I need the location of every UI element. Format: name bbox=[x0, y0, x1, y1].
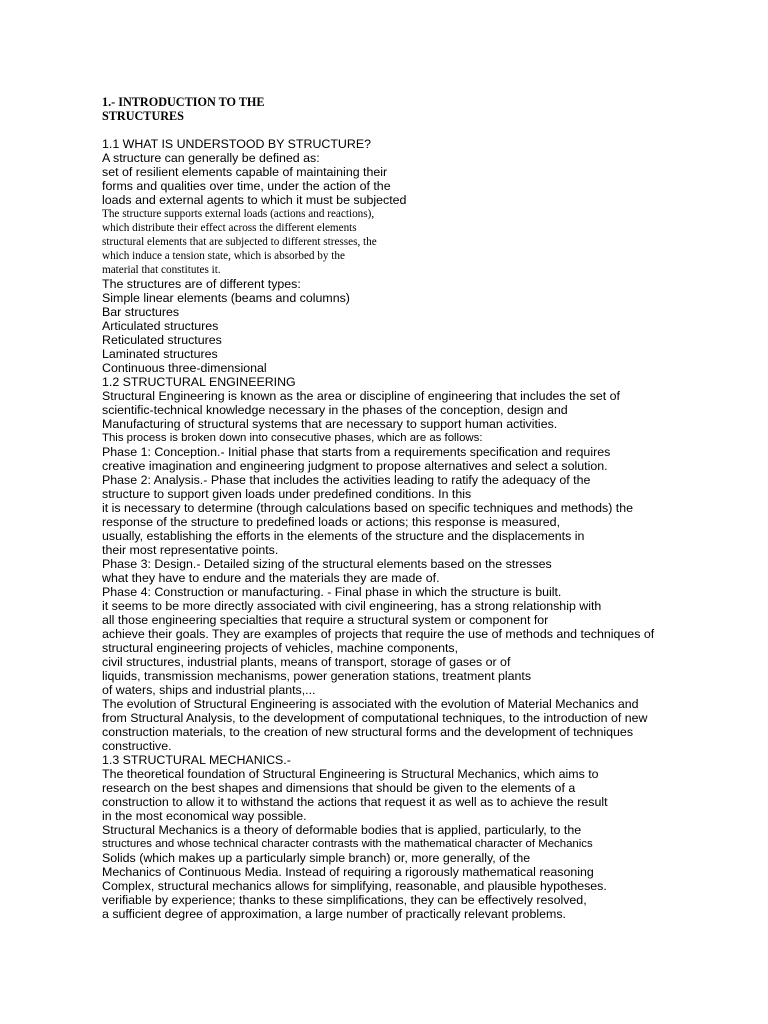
text-line: construction to allow it to withstand the actions that request it as well as to achieve the result bbox=[102, 795, 608, 809]
text-line: Phase 4: Construction or manufacturing. - Final phase in which the structure is built. bbox=[102, 585, 562, 599]
text-line: scientific-technical knowledge necessary in the phases of the conception, design and bbox=[102, 403, 568, 417]
text-line: structural engineering projects of vehicles, machine components, bbox=[102, 641, 459, 655]
section-heading-1-1: 1.1 WHAT IS UNDERSTOOD BY STRUCTURE? bbox=[102, 137, 371, 151]
text-line: achieve their goals. They are examples of projects that require the use of methods and techniques of bbox=[102, 627, 655, 641]
section-heading-1-2: 1.2 STRUCTURAL ENGINEERING bbox=[102, 375, 296, 389]
text-line: all those engineering specialties that require a structural system or component for bbox=[102, 613, 549, 627]
text-line: which distribute their effect across the different elements bbox=[102, 222, 357, 234]
text-line: liquids, transmission mechanisms, power generation stations, treatment plants bbox=[102, 669, 532, 683]
list-item: Laminated structures bbox=[102, 347, 218, 361]
text-line: The structures are of different types: bbox=[102, 277, 301, 291]
text-line: verifiable by experience; thanks to these simplifications, they can be effectively resolved, bbox=[102, 893, 587, 907]
text-line: construction materials, to the creation of new structural forms and the development of techniques bbox=[102, 725, 634, 739]
text-line: This process is broken down into consecutive phases, which are as follows: bbox=[102, 432, 483, 444]
text-line: a sufficient degree of approximation, a large number of practically relevant problems. bbox=[102, 907, 566, 921]
text-line: structures and whose technical character contrasts with the mathematical character of Mechanics bbox=[102, 838, 593, 850]
text-line: set of resilient elements capable of maintaining their bbox=[102, 165, 388, 179]
text-line: structural elements that are subjected to different stresses, the bbox=[102, 236, 377, 248]
list-item: Articulated structures bbox=[102, 319, 219, 333]
page-title-line-2: STRUCTURES bbox=[102, 109, 184, 123]
text-line: Phase 3: Design.- Detailed sizing of the structural elements based on the stresses bbox=[102, 557, 552, 571]
text-line: their most representative points. bbox=[102, 543, 279, 557]
text-line: A structure can generally be defined as: bbox=[102, 151, 320, 165]
text-line: material that constitutes it. bbox=[102, 264, 221, 276]
section-heading-1-3: 1.3 STRUCTURAL MECHANICS.- bbox=[102, 753, 291, 767]
list-item: Continuous three-dimensional bbox=[102, 361, 267, 375]
text-line: creative imagination and engineering judgment to propose alternatives and select a solution. bbox=[102, 459, 608, 473]
list-item: Bar structures bbox=[102, 305, 180, 319]
text-line: usually, establishing the efforts in the elements of the structure and the displacements in bbox=[102, 529, 585, 543]
page-title-line-1: 1.- INTRODUCTION TO THE bbox=[102, 95, 265, 109]
text-line: from Structural Analysis, to the development of computational techniques, to the introduction of new bbox=[102, 711, 648, 725]
list-item: Simple linear elements (beams and columns) bbox=[102, 291, 350, 305]
text-line: it seems to be more directly associated with civil engineering, has a strong relationship with bbox=[102, 599, 602, 613]
text-line: in the most economical way possible. bbox=[102, 809, 307, 823]
text-line: Structural Engineering is known as the area or discipline of engineering that includes the set of bbox=[102, 389, 620, 403]
text-line: Complex, structural mechanics allows for simplifying, reasonable, and plausible hypotheses. bbox=[102, 879, 607, 893]
text-line: of waters, ships and industrial plants,... bbox=[102, 683, 316, 697]
text-line: what they have to endure and the materials they are made of. bbox=[102, 571, 440, 585]
text-line: Structural Mechanics is a theory of deformable bodies that is applied, particularly, to the bbox=[102, 823, 582, 837]
text-line: response of the structure to predefined loads or actions; this response is measured, bbox=[102, 515, 561, 529]
text-line: forms and qualities over time, under the action of the bbox=[102, 179, 391, 193]
text-line: structure to support given loads under predefined conditions. In this bbox=[102, 487, 472, 501]
text-line: Phase 2: Analysis.- Phase that includes the activities leading to ratify the adequacy of the bbox=[102, 473, 591, 487]
text-line: civil structures, industrial plants, means of transport, storage of gases or of bbox=[102, 655, 511, 669]
list-item: Reticulated structures bbox=[102, 333, 222, 347]
text-line: it is necessary to determine (through calculations based on specific techniques and methods) the bbox=[102, 501, 634, 515]
text-line: The evolution of Structural Engineering is associated with the evolution of Material Mechanics and bbox=[102, 697, 639, 711]
text-line: research on the best shapes and dimensions that should be given to the elements of a bbox=[102, 781, 576, 795]
text-line: Solids (which makes up a particularly simple branch) or, more generally, of the bbox=[102, 851, 531, 865]
text-line: which induce a tension state, which is absorbed by the bbox=[102, 250, 345, 262]
text-line: constructive. bbox=[102, 739, 172, 753]
text-line: Phase 1: Conception.- Initial phase that starts from a requirements specification and requires bbox=[102, 445, 611, 459]
text-line: loads and external agents to which it must be subjected bbox=[102, 193, 407, 207]
text-line: The structure supports external loads (actions and reactions), bbox=[102, 208, 375, 220]
text-line: The theoretical foundation of Structural Engineering is Structural Mechanics, which aims to bbox=[102, 767, 599, 781]
text-line: Mechanics of Continuous Media. Instead of requiring a rigorously mathematical reasoning bbox=[102, 865, 594, 879]
text-line: Manufacturing of structural systems that are necessary to support human activities. bbox=[102, 417, 558, 431]
